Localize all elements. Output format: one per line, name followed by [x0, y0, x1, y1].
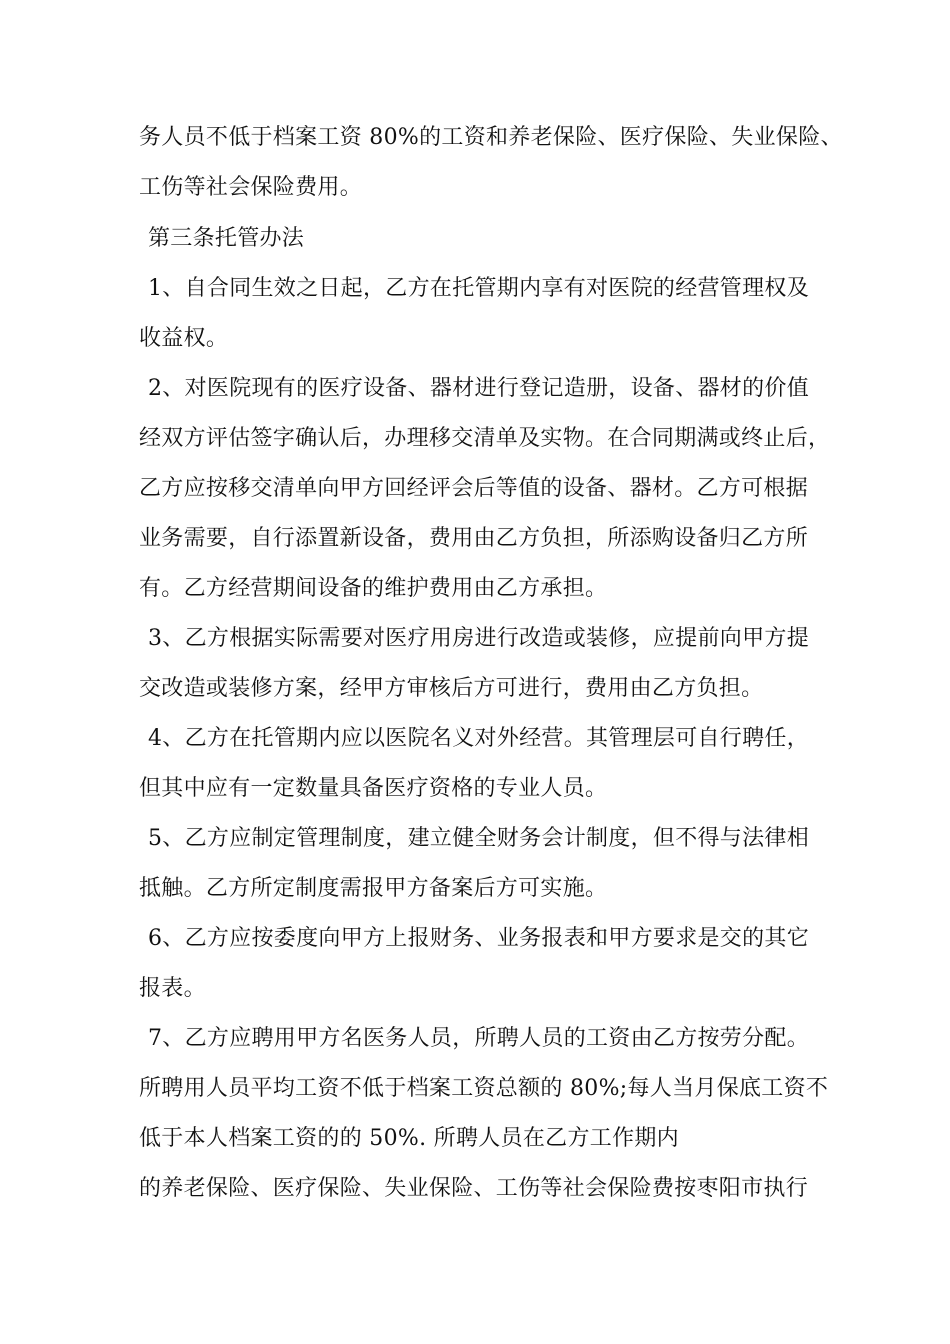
text-line: 务人员不低于档案工资 80%的工资和养老保险、医疗保险、失业保险、 [139, 125, 843, 150]
text-line: 的养老保险、医疗保险、失业保险、工伤等社会保险费按枣阳市执行 [139, 1176, 809, 1201]
text-line: 业务需要，自行添置新设备，费用由乙方负担，所添购设备归乙方所 [139, 526, 809, 551]
text-line: 经双方评估签字确认后，办理移交清单及实物。在合同期满或终止后， [139, 426, 831, 451]
text-line: 所聘用人员平均工资不低于档案工资总额的 80%;每人当月保底工资不 [139, 1076, 829, 1101]
text-line: 低于本人档案工资的的 50%. 所聘人员在乙方工作期内 [139, 1126, 679, 1151]
text-line: 1、自合同生效之日起，乙方在托管期内享有对医院的经营管理权及 [148, 276, 809, 301]
text-line: 4、乙方在托管期内应以医院名义对外经营。其管理层可自行聘任， [148, 726, 809, 751]
text-line: 报表。 [139, 976, 206, 1001]
section-heading: 第三条托管办法 [148, 226, 305, 251]
text-line: 抵触。乙方所定制度需报甲方备案后方可实施。 [139, 876, 608, 901]
text-line: 5、乙方应制定管理制度，建立健全财务会计制度，但不得与法律相 [148, 826, 809, 851]
text-line: 6、乙方应按委度向甲方上报财务、业务报表和甲方要求是交的其它 [148, 926, 809, 951]
text-line: 有。乙方经营期间设备的维护费用由乙方承担。 [139, 576, 608, 601]
text-line: 但其中应有一定数量具备医疗资格的专业人员。 [139, 776, 608, 801]
text-line: 3、乙方根据实际需要对医疗用房进行改造或装修，应提前向甲方提 [148, 626, 809, 651]
text-line: 7、乙方应聘用甲方名医务人员，所聘人员的工资由乙方按劳分配。 [148, 1026, 809, 1051]
text-line: 2、对医院现有的医疗设备、器材进行登记造册，设备、器材的价值 [148, 376, 809, 401]
text-line: 工伤等社会保险费用。 [139, 175, 363, 200]
text-line: 乙方应按移交清单向甲方回经评会后等值的设备、器材。乙方可根据 [139, 476, 809, 501]
text-line: 收益权。 [139, 326, 229, 351]
text-line: 交改造或装修方案，经甲方审核后方可进行，费用由乙方负担。 [139, 676, 764, 701]
